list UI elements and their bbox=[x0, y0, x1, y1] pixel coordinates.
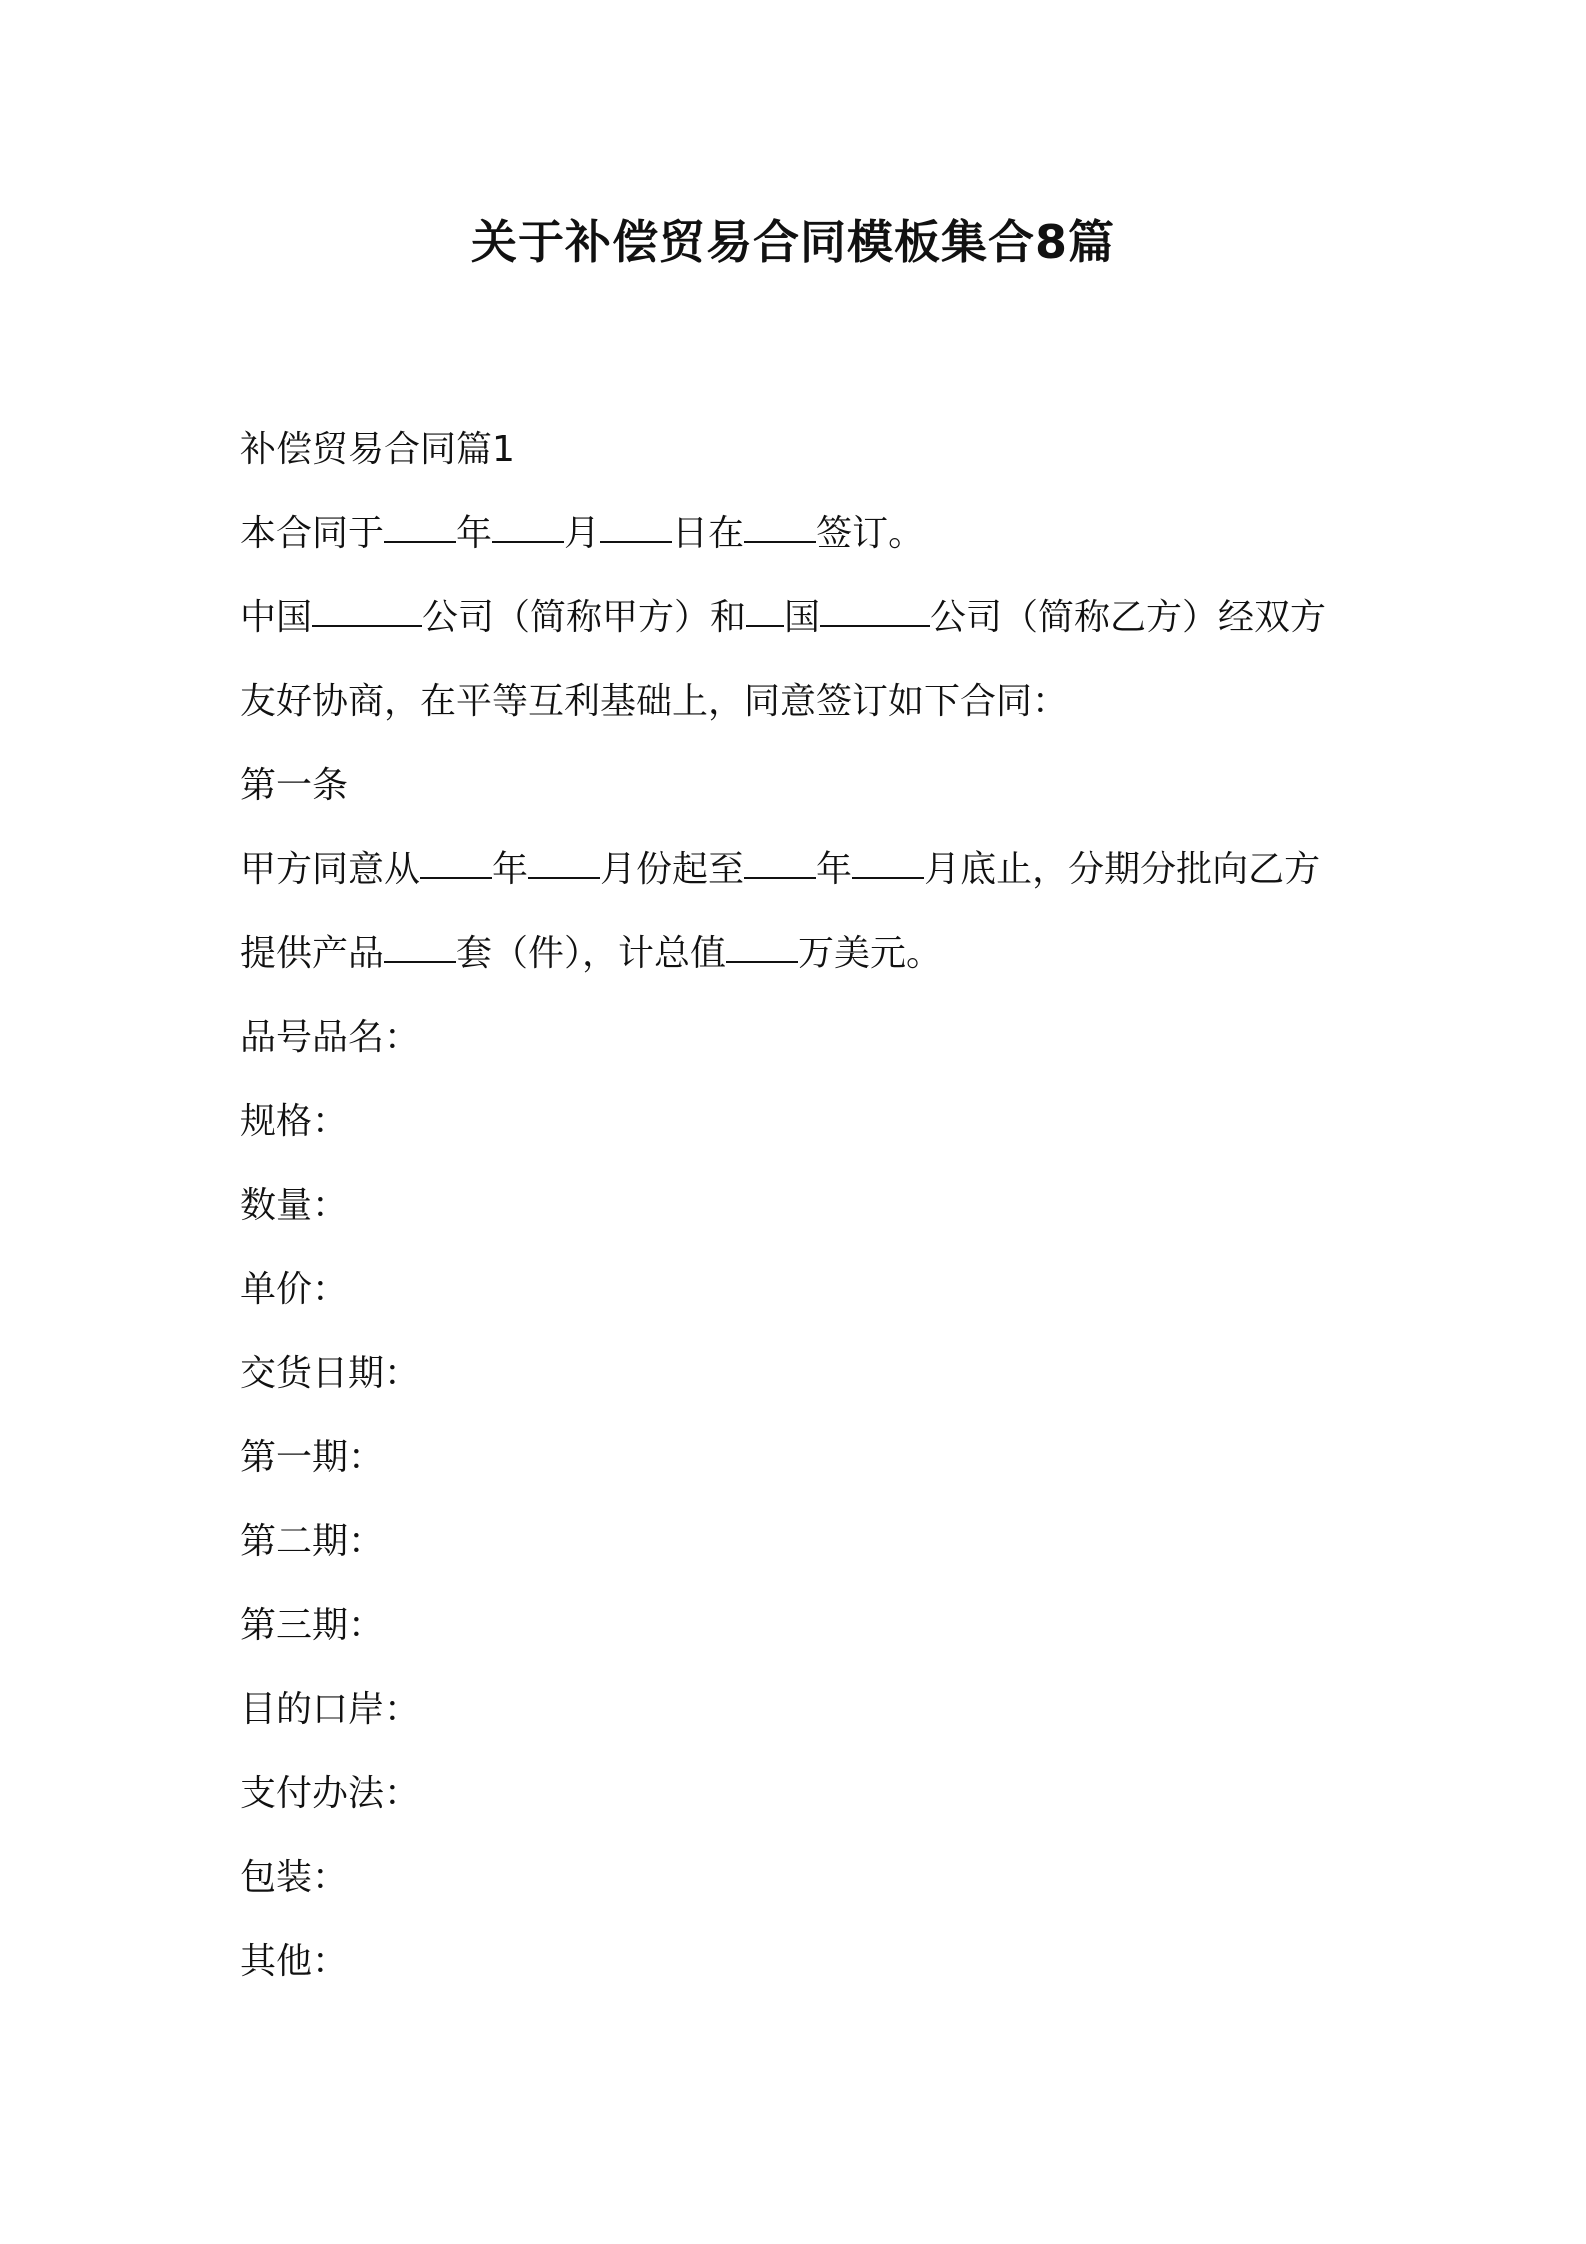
field-other: 其他： bbox=[240, 1941, 349, 1982]
text-segment: 国 bbox=[784, 597, 821, 638]
text-segment: 套（件），计总值 bbox=[456, 933, 727, 974]
field-delivery-date: 交货日期： bbox=[240, 1353, 421, 1394]
blank-underline bbox=[528, 877, 600, 879]
document-body bbox=[240, 408, 1360, 2004]
text-segment: 甲方同意从 bbox=[240, 849, 421, 890]
text-segment: 月份起至 bbox=[600, 849, 745, 890]
blank-underline bbox=[600, 541, 672, 543]
blank-underline bbox=[746, 625, 784, 627]
blank-underline bbox=[726, 961, 798, 963]
text-segment: 提供产品 bbox=[240, 933, 385, 974]
section-heading: 补偿贸易合同篇1 bbox=[240, 429, 515, 470]
field-destination-port: 目的口岸： bbox=[240, 1689, 421, 1730]
text-segment: 本合同于 bbox=[240, 513, 385, 554]
document-title: 关于补偿贸易合同模板集合8篇 bbox=[470, 215, 1115, 269]
text-segment: 签订。 bbox=[816, 513, 925, 554]
field-phase-2: 第二期： bbox=[240, 1521, 385, 1562]
field-phase-1: 第一期： bbox=[240, 1437, 385, 1478]
field-payment-method: 支付办法： bbox=[240, 1773, 421, 1814]
blank-underline bbox=[492, 541, 564, 543]
supply-line-2 bbox=[240, 912, 1360, 996]
blank-underline bbox=[820, 625, 930, 627]
field-phase-3: 第三期： bbox=[240, 1605, 385, 1646]
blank-underline bbox=[744, 541, 816, 543]
field-specification: 规格： bbox=[240, 1101, 349, 1142]
text-segment: 年 bbox=[492, 849, 529, 890]
text-segment: 月底止，分期分批向乙方 bbox=[924, 849, 1321, 890]
blank-underline bbox=[384, 961, 456, 963]
text-segment: 日在 bbox=[672, 513, 745, 554]
text-segment: 月 bbox=[564, 513, 601, 554]
field-quantity: 数量： bbox=[240, 1185, 349, 1226]
text-segment: 公司（简称乙方）经双方 bbox=[930, 597, 1327, 638]
field-packaging: 包装： bbox=[240, 1857, 349, 1898]
blank-underline bbox=[744, 877, 816, 879]
supply-line-1 bbox=[240, 828, 1360, 912]
text-segment: 年 bbox=[816, 849, 853, 890]
blank-underline bbox=[420, 877, 492, 879]
blank-underline bbox=[312, 625, 422, 627]
blank-underline bbox=[384, 541, 456, 543]
article-heading: 第一条 bbox=[240, 765, 349, 806]
text-segment: 年 bbox=[456, 513, 493, 554]
text-segment: 万美元。 bbox=[798, 933, 943, 974]
parties-line-1 bbox=[240, 576, 1360, 660]
parties-line-2: 友好协商，在平等互利基础上，同意签订如下合同： bbox=[240, 681, 1069, 722]
text-segment: 公司（简称甲方）和 bbox=[422, 597, 747, 638]
contract-date-line bbox=[240, 492, 1360, 576]
field-unit-price: 单价： bbox=[240, 1269, 349, 1310]
field-product-name: 品号品名： bbox=[240, 1017, 421, 1058]
blank-underline bbox=[852, 877, 924, 879]
text-segment: 中国 bbox=[240, 597, 313, 638]
